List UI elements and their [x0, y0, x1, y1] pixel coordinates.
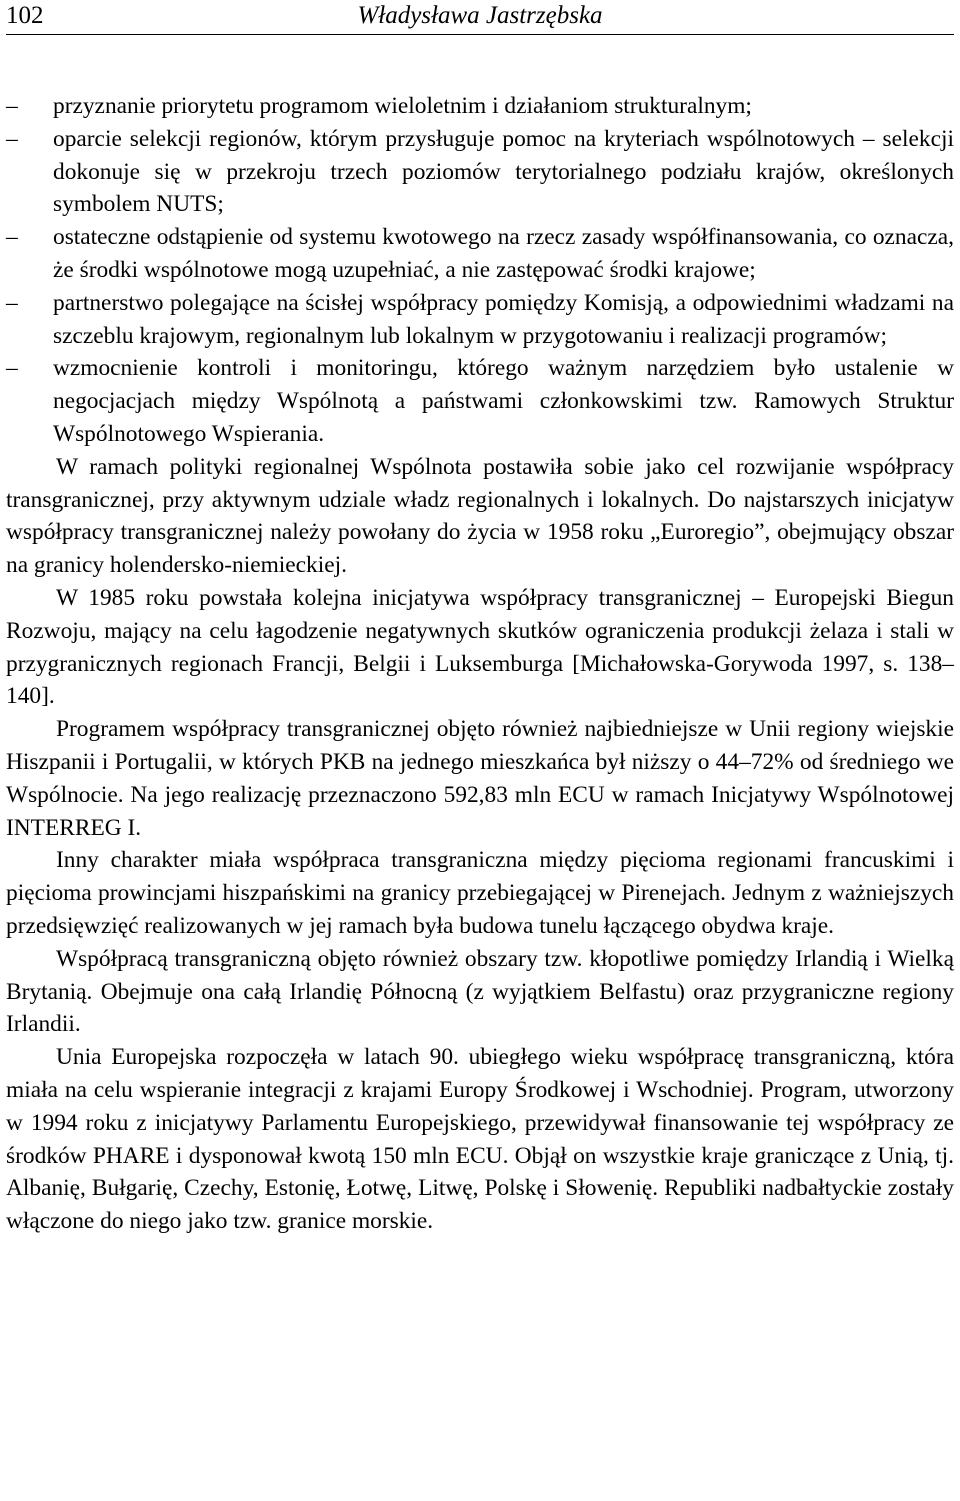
- paragraph: Współpracą transgraniczną objęto również obszary tzw. kłopotliwe pomiędzy Irlandią i Wielką Brytanią. Obejmuje ona całą Irlandię Północną (z wyjątkiem Belfastu) oraz przygraniczne regiony Irlandii.: [6, 945, 954, 1038]
- bullet-item: [6, 352, 954, 450]
- dash-marker: –: [6, 125, 18, 152]
- bullet-text: partnerstwo polegające na ścisłej współpracy pomiędzy Komisją, a odpowiednimi władzami na szczeblu krajowym, regionalnym lub lokalnym w przygotowaniu i realizacji programów;: [53, 289, 954, 349]
- page-number: 102: [6, 2, 44, 29]
- bullet-item: [6, 221, 954, 287]
- bullet-item: [6, 287, 954, 353]
- dash-marker: –: [6, 355, 18, 382]
- paragraph: Programem współpracy transgranicznej objęto również najbiedniejsze w Unii regiony wiejskie Hiszpanii i Portugalii, w których PKB na jednego mieszkańca był niższy o 44–72% od średniego we Wspólnocie. Na jego realizację przeznaczono 592,83 mln ECU w ramach Inicjatywy Wspólnotowej INTERREG I.: [6, 716, 954, 841]
- bullet-list: [6, 90, 954, 451]
- bullet-item: [6, 123, 954, 221]
- paragraph: Inny charakter miała współpraca transgraniczna między pięcioma regionami francuskimi i pięcioma prowincjami hiszpańskimi na granicy przebiegającej w Pirenejach. Jednym z ważniejszych przedsięwzięć realizowanych w jej ramach była budowa tunelu łączącego obydwa kraje.: [6, 847, 954, 939]
- paragraph: Unia Europejska rozpoczęła w latach 90. ubiegłego wieku współpracę transgraniczną, która miała na celu wspieranie integracji z krajami Europy Środkowej i Wschodniej. Program, utworzony w 1994 roku z inicjatywy Parlamentu Europejskiego, przewidywał finansowanie tej współpracy ze środków PHARE i dysponował kwotą 150 mln ECU. Objął on wszystkie kraje graniczące z Unią, tj. Albanię, Bułgarię, Czechy, Estonię, Łotwę, Litwę, Polskę i Słowenię. Republiki nadbałtyckie zostały włączone do niego jako tzw. granice morskie.: [6, 1044, 954, 1235]
- bullet-text: wzmocnienie kontroli i monitoringu, którego ważnym narzędziem było ustalenie w negocjacjach między Wspólnotą a państwami członkowskimi tzw. Ramowych Struktur Wspólnotowego Wspierania.: [53, 355, 954, 447]
- dash-marker: –: [6, 224, 18, 251]
- body-text: [6, 90, 954, 1238]
- bullet-item: [6, 90, 954, 123]
- dash-marker: –: [6, 289, 18, 316]
- dash-marker: –: [6, 93, 18, 119]
- paragraph: W 1985 roku powstała kolejna inicjatywa współpracy transgranicznej – Europejski Biegun Rozwoju, mający na celu łagodzenie negatywnych skutków ograniczenia produkcji żelaza i stali w przygranicznych regionach Francji, Belgii i Luksemburga [Michałowska-Gorywoda 1997, s. 138–140].: [6, 584, 954, 710]
- bullet-text: ostateczne odstąpienie od systemu kwotowego na rzecz zasady współfinansowania, co oznacza, że środki wspólnotowe mogą uzupełniać, a nie zastępować środki krajowe;: [53, 224, 954, 283]
- bullet-text: przyznanie priorytetu programom wieloletnim i działaniom strukturalnym;: [53, 93, 752, 119]
- running-header: [6, 0, 954, 35]
- paragraph: W ramach polityki regionalnej Wspólnota postawiła sobie jako cel rozwijanie współpracy transgranicznej, przy aktywnym udziale władz regionalnych i lokalnych. Do najstarszych inicjatyw współpracy transgranicznej należy powołany do życia w 1958 roku „Euroregio”, obejmujący obszar na granicy holendersko-niemieckiej.: [6, 453, 954, 579]
- running-title-author: Władysława Jastrzębska: [357, 2, 603, 29]
- bullet-text: oparcie selekcji regionów, którym przysługuje pomoc na kryteriach wspólnotowych – selekcji dokonuje się w przekroju trzech poziomów terytorialnego podziału krajów, określonych symbolem NUTS;: [53, 125, 954, 218]
